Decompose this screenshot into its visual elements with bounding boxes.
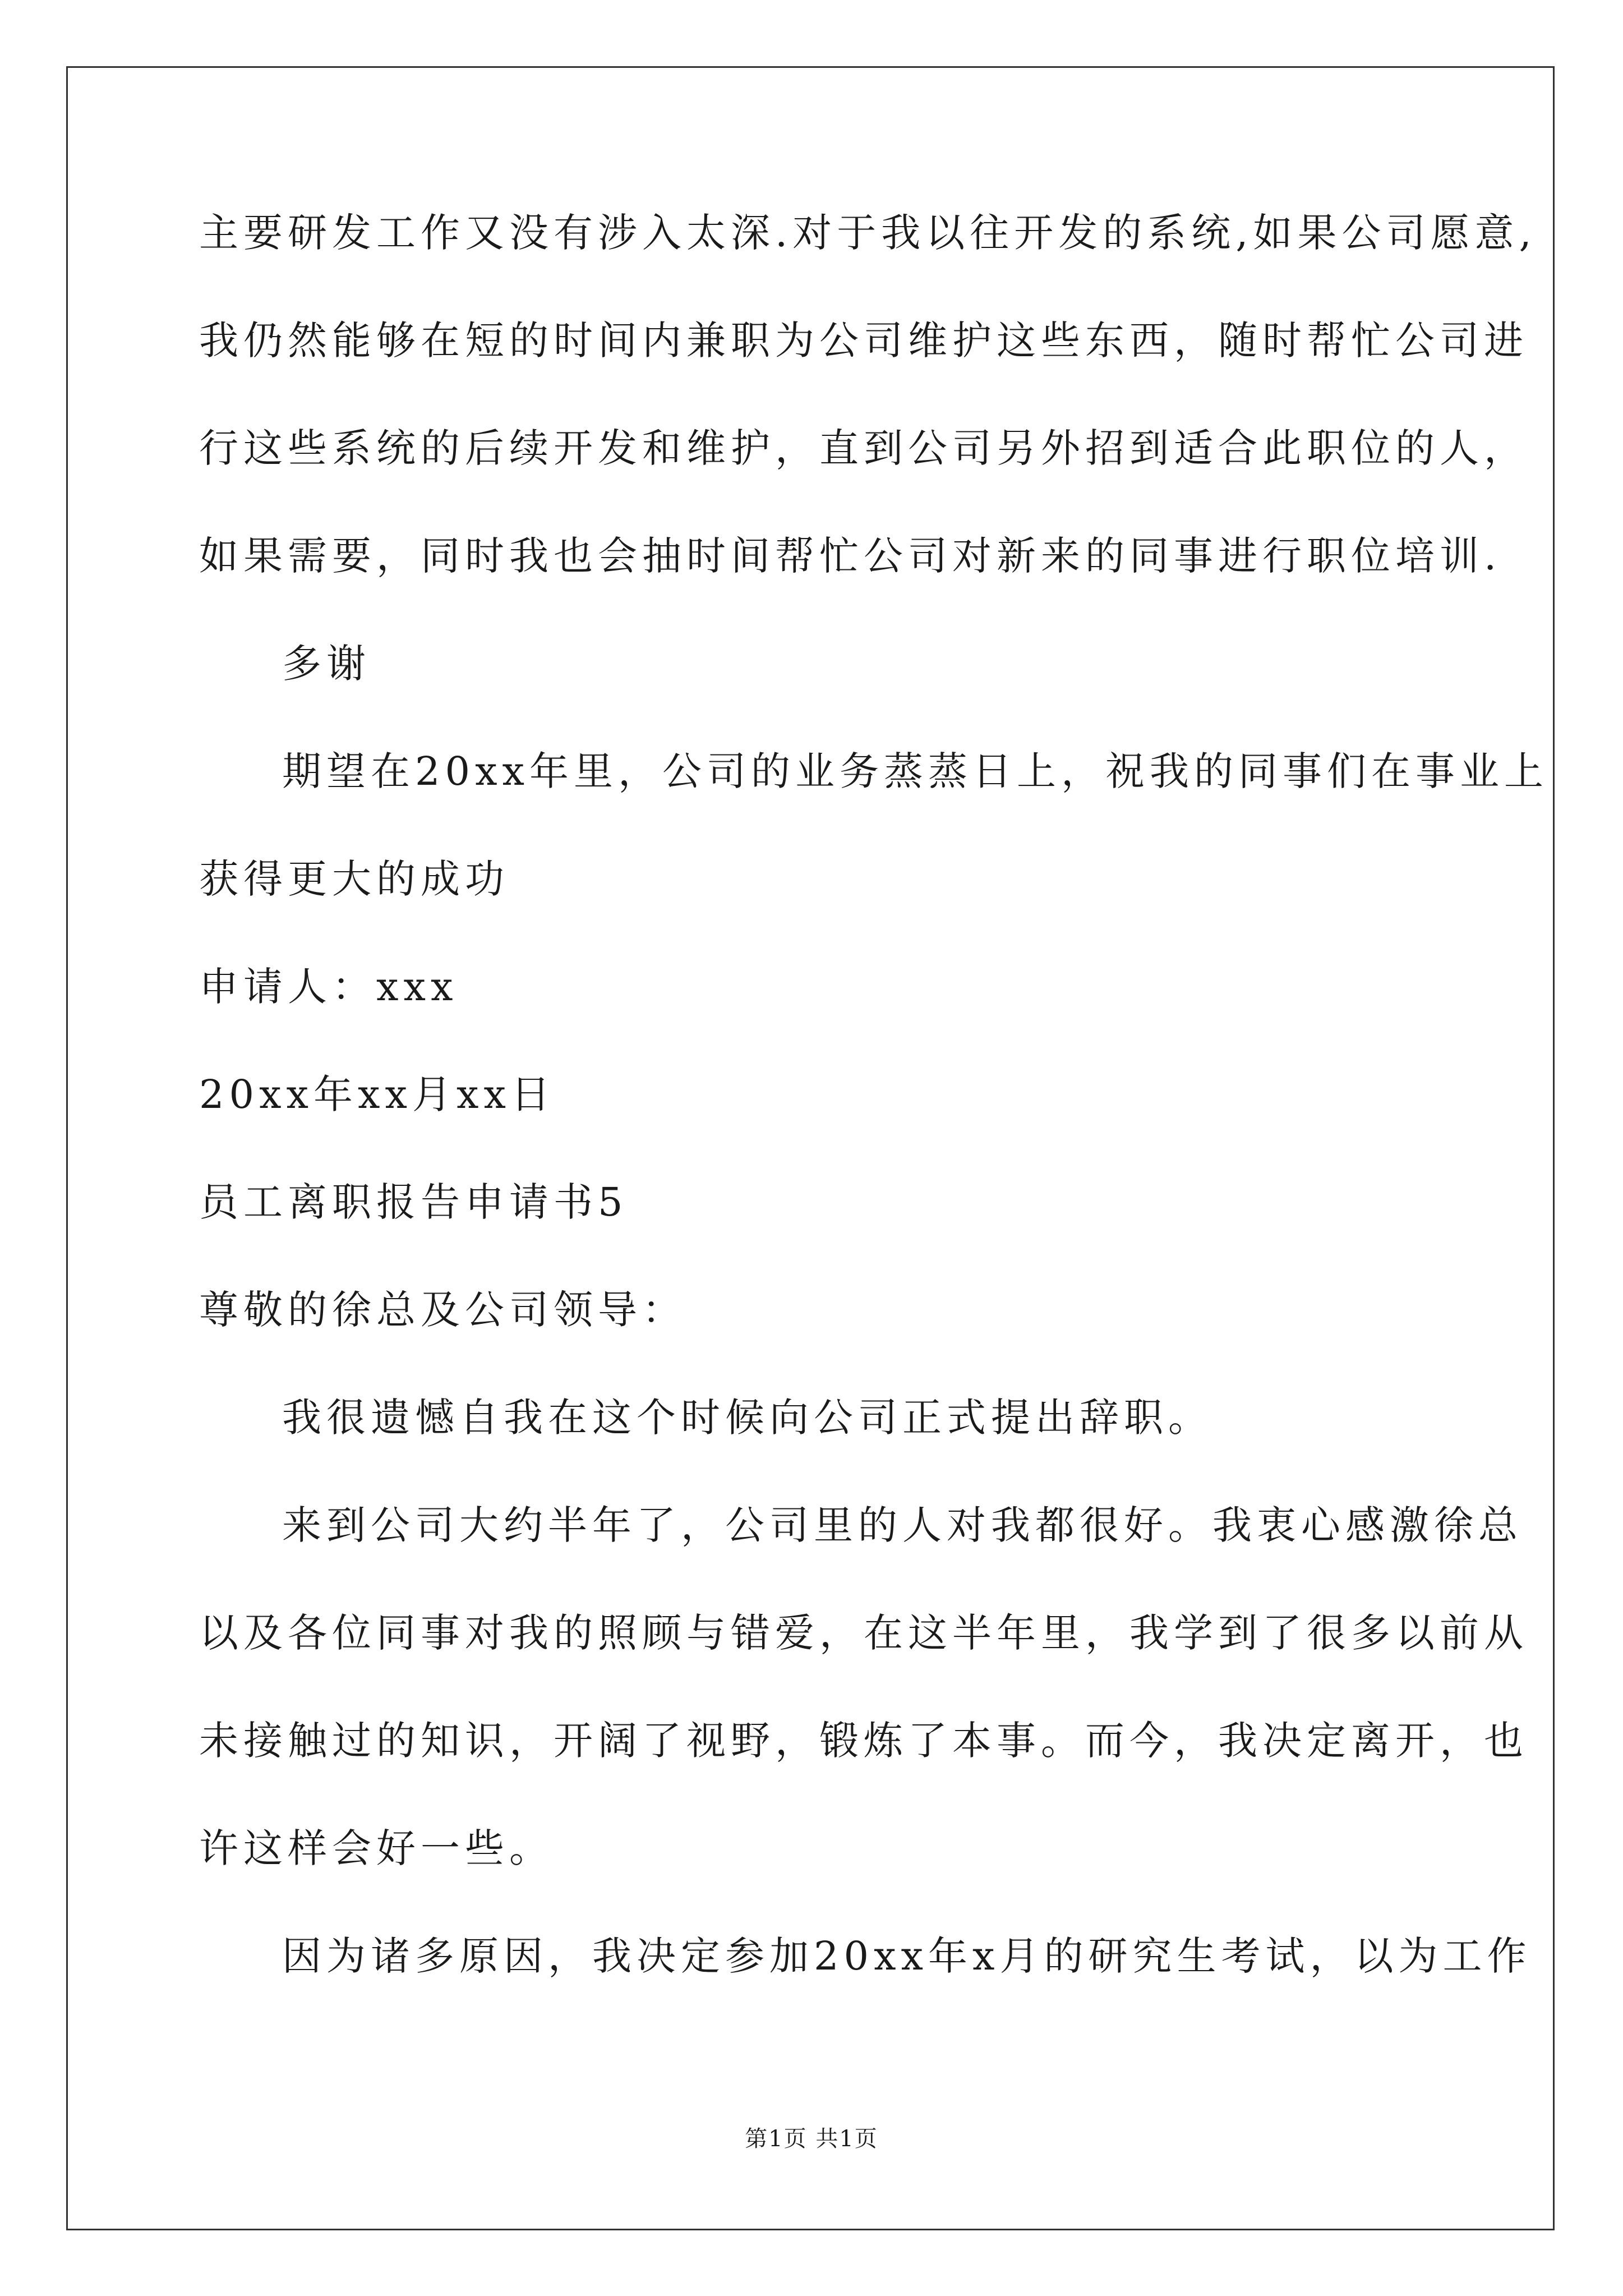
body-line: 以及各位同事对我的照顾与错爱，在这半年里，我学到了很多以前从 bbox=[199, 1610, 1528, 1656]
salutation: 尊敬的徐总及公司领导： bbox=[199, 1287, 686, 1333]
applicant-line: 申请人：xxx bbox=[199, 964, 458, 1010]
body-line: 来到公司大约半年了，公司里的人对我都很好。我衷心感激徐总 bbox=[282, 1502, 1523, 1548]
paragraph-line: 如果需要，同时我也会抽时间帮忙公司对新来的同事进行职位培训. bbox=[199, 533, 1502, 579]
page-footer: 第1页 共1页 bbox=[745, 2126, 878, 2152]
wish-line: 期望在20xx年里，公司的业务蒸蒸日上，祝我的同事们在事业上 bbox=[282, 748, 1549, 794]
paragraph-line: 我仍然能够在短的时间内兼职为公司维护这些东西，随时帮忙公司进 bbox=[199, 318, 1528, 364]
page-border bbox=[66, 66, 1555, 2230]
date-line: 20xx年xx月xx日 bbox=[199, 1071, 555, 1117]
reason-line: 因为诸多原因，我决定参加20xx年x月的研究生考试，以为工作 bbox=[282, 1933, 1532, 1979]
thanks-text: 多谢 bbox=[282, 641, 371, 687]
body-line: 未接触过的知识，开阔了视野，锻炼了本事。而今，我决定离开，也 bbox=[199, 1718, 1528, 1764]
paragraph-line: 行这些系统的后续开发和维护，直到公司另外招到适合此职位的人， bbox=[199, 425, 1528, 471]
section-title: 员工离职报告申请书5 bbox=[199, 1179, 628, 1225]
regret-line: 我很遗憾自我在这个时候向公司正式提出辞职。 bbox=[282, 1395, 1212, 1441]
body-line: 许这样会好一些。 bbox=[199, 1825, 554, 1871]
wish-line: 获得更大的成功 bbox=[199, 856, 509, 902]
paragraph-line: 主要研发工作又没有涉入太深.对于我以往开发的系统,如果公司愿意, bbox=[199, 210, 1537, 256]
